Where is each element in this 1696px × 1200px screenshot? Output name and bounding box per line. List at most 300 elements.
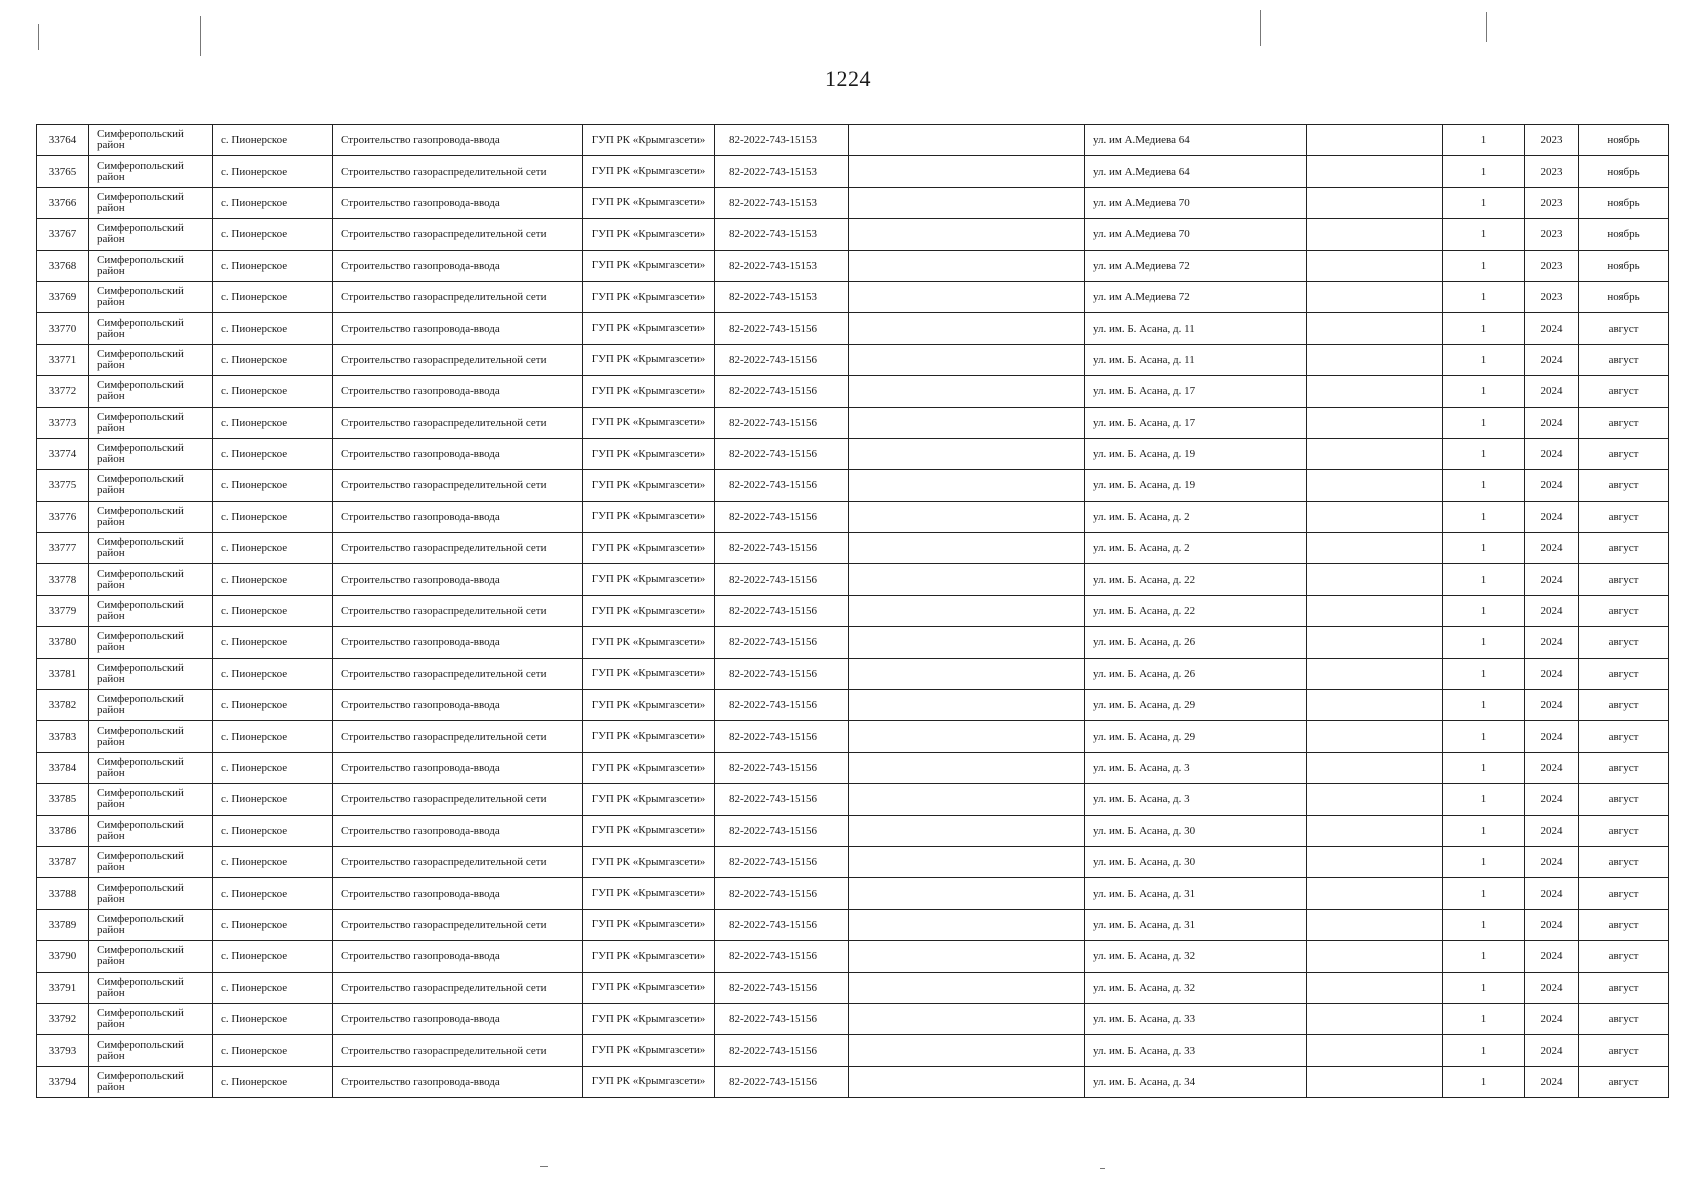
organization-cell: ГУП РК «Крымгазсети»	[583, 878, 715, 909]
address-cell: ул. им. Б. Асана, д. 17	[1085, 376, 1307, 407]
address-cell: ул. им. Б. Асана, д. 19	[1085, 438, 1307, 469]
table-row	[37, 909, 1669, 940]
address-cell: ул. им. Б. Асана, д. 3	[1085, 784, 1307, 815]
empty-cell	[849, 690, 1085, 721]
month-cell: август	[1579, 909, 1669, 940]
registry-number-cell: 82-2022-743-15156	[715, 344, 849, 375]
empty-cell	[1307, 1003, 1443, 1034]
work-type-cell: Строительство газораспределительной сети	[333, 595, 583, 626]
address-cell: ул. им А.Медиева 64	[1085, 156, 1307, 187]
empty-cell	[1307, 1066, 1443, 1097]
work-type-cell: Строительство газораспределительной сети	[333, 281, 583, 312]
empty-cell	[1307, 690, 1443, 721]
scan-speck	[540, 1166, 548, 1167]
registry-number-cell: 82-2022-743-15156	[715, 690, 849, 721]
empty-cell	[849, 658, 1085, 689]
empty-cell	[1307, 627, 1443, 658]
address-cell: ул. им. Б. Асана, д. 31	[1085, 878, 1307, 909]
month-cell: август	[1579, 815, 1669, 846]
table-row	[37, 752, 1669, 783]
quantity-cell: 1	[1443, 125, 1525, 156]
record-number: 33784	[37, 752, 89, 783]
year-cell: 2024	[1525, 595, 1579, 626]
village-cell: с. Пионерское	[213, 125, 333, 156]
table-row	[37, 721, 1669, 752]
year-cell: 2023	[1525, 250, 1579, 281]
district-cell: Симферопольский район	[89, 438, 213, 469]
village-cell: с. Пионерское	[213, 1066, 333, 1097]
record-number: 33764	[37, 125, 89, 156]
quantity-cell: 1	[1443, 815, 1525, 846]
village-cell: с. Пионерское	[213, 721, 333, 752]
scan-speck	[1260, 10, 1261, 46]
address-cell: ул. им. Б. Асана, д. 3	[1085, 752, 1307, 783]
table-row	[37, 313, 1669, 344]
quantity-cell: 1	[1443, 1003, 1525, 1034]
record-number: 33783	[37, 721, 89, 752]
year-cell: 2024	[1525, 784, 1579, 815]
quantity-cell: 1	[1443, 627, 1525, 658]
district-cell: Симферопольский район	[89, 1003, 213, 1034]
village-cell: с. Пионерское	[213, 972, 333, 1003]
registry-number-cell: 82-2022-743-15156	[715, 376, 849, 407]
scan-speck	[1100, 1168, 1105, 1169]
address-cell: ул. им. Б. Асана, д. 22	[1085, 595, 1307, 626]
empty-cell	[1307, 721, 1443, 752]
address-cell: ул. им. Б. Асана, д. 22	[1085, 564, 1307, 595]
village-cell: с. Пионерское	[213, 627, 333, 658]
quantity-cell: 1	[1443, 156, 1525, 187]
village-cell: с. Пионерское	[213, 846, 333, 877]
month-cell: август	[1579, 344, 1669, 375]
year-cell: 2024	[1525, 438, 1579, 469]
address-cell: ул. им А.Медиева 70	[1085, 187, 1307, 218]
work-type-cell: Строительство газораспределительной сети	[333, 658, 583, 689]
record-number: 33775	[37, 470, 89, 501]
month-cell: август	[1579, 1003, 1669, 1034]
village-cell: с. Пионерское	[213, 878, 333, 909]
organization-cell: ГУП РК «Крымгазсети»	[583, 501, 715, 532]
empty-cell	[1307, 250, 1443, 281]
district-cell: Симферопольский район	[89, 878, 213, 909]
work-type-cell: Строительство газораспределительной сети	[333, 533, 583, 564]
empty-cell	[849, 219, 1085, 250]
work-type-cell: Строительство газопровода-ввода	[333, 815, 583, 846]
record-number: 33787	[37, 846, 89, 877]
month-cell: ноябрь	[1579, 187, 1669, 218]
year-cell: 2024	[1525, 690, 1579, 721]
organization-cell: ГУП РК «Крымгазсети»	[583, 1003, 715, 1034]
month-cell: август	[1579, 972, 1669, 1003]
district-cell: Симферопольский район	[89, 658, 213, 689]
village-cell: с. Пионерское	[213, 1003, 333, 1034]
organization-cell: ГУП РК «Крымгазсети»	[583, 815, 715, 846]
village-cell: с. Пионерское	[213, 658, 333, 689]
record-number: 33768	[37, 250, 89, 281]
table-row	[37, 533, 1669, 564]
village-cell: с. Пионерское	[213, 690, 333, 721]
empty-cell	[849, 187, 1085, 218]
district-cell: Симферопольский район	[89, 219, 213, 250]
year-cell: 2024	[1525, 909, 1579, 940]
quantity-cell: 1	[1443, 784, 1525, 815]
record-number: 33790	[37, 941, 89, 972]
village-cell: с. Пионерское	[213, 909, 333, 940]
organization-cell: ГУП РК «Крымгазсети»	[583, 972, 715, 1003]
month-cell: август	[1579, 784, 1669, 815]
district-cell: Симферопольский район	[89, 281, 213, 312]
page-number: 1224	[825, 66, 871, 91]
registry-number-cell: 82-2022-743-15153	[715, 125, 849, 156]
month-cell: август	[1579, 438, 1669, 469]
registry-number-cell: 82-2022-743-15156	[715, 627, 849, 658]
quantity-cell: 1	[1443, 376, 1525, 407]
year-cell: 2024	[1525, 344, 1579, 375]
address-cell: ул. им А.Медиева 72	[1085, 250, 1307, 281]
work-type-cell: Строительство газопровода-ввода	[333, 250, 583, 281]
month-cell: август	[1579, 658, 1669, 689]
address-cell: ул. им. Б. Асана, д. 30	[1085, 846, 1307, 877]
empty-cell	[849, 972, 1085, 1003]
work-type-cell: Строительство газораспределительной сети	[333, 1035, 583, 1066]
quantity-cell: 1	[1443, 846, 1525, 877]
village-cell: с. Пионерское	[213, 281, 333, 312]
empty-cell	[1307, 344, 1443, 375]
empty-cell	[1307, 564, 1443, 595]
empty-cell	[1307, 187, 1443, 218]
year-cell: 2024	[1525, 501, 1579, 532]
quantity-cell: 1	[1443, 972, 1525, 1003]
work-type-cell: Строительство газопровода-ввода	[333, 125, 583, 156]
address-cell: ул. им. Б. Асана, д. 33	[1085, 1035, 1307, 1066]
organization-cell: ГУП РК «Крымгазсети»	[583, 533, 715, 564]
registry-number-cell: 82-2022-743-15153	[715, 281, 849, 312]
registry-number-cell: 82-2022-743-15156	[715, 313, 849, 344]
table-row	[37, 658, 1669, 689]
month-cell: август	[1579, 721, 1669, 752]
work-type-cell: Строительство газораспределительной сети	[333, 344, 583, 375]
district-cell: Симферопольский район	[89, 533, 213, 564]
district-cell: Симферопольский район	[89, 156, 213, 187]
district-cell: Симферопольский район	[89, 690, 213, 721]
organization-cell: ГУП РК «Крымгазсети»	[583, 595, 715, 626]
scan-speck	[200, 16, 201, 56]
work-type-cell: Строительство газопровода-ввода	[333, 941, 583, 972]
registry-number-cell: 82-2022-743-15156	[715, 407, 849, 438]
village-cell: с. Пионерское	[213, 501, 333, 532]
district-cell: Симферопольский район	[89, 721, 213, 752]
table-row	[37, 125, 1669, 156]
year-cell: 2024	[1525, 658, 1579, 689]
district-cell: Симферопольский район	[89, 501, 213, 532]
empty-cell	[849, 156, 1085, 187]
table-row	[37, 627, 1669, 658]
table-row	[37, 595, 1669, 626]
quantity-cell: 1	[1443, 595, 1525, 626]
address-cell: ул. им А.Медиева 64	[1085, 125, 1307, 156]
record-number: 33766	[37, 187, 89, 218]
record-number: 33773	[37, 407, 89, 438]
month-cell: август	[1579, 627, 1669, 658]
empty-cell	[849, 595, 1085, 626]
month-cell: август	[1579, 1035, 1669, 1066]
quantity-cell: 1	[1443, 1035, 1525, 1066]
village-cell: с. Пионерское	[213, 376, 333, 407]
empty-cell	[849, 281, 1085, 312]
work-type-cell: Строительство газопровода-ввода	[333, 1066, 583, 1097]
month-cell: август	[1579, 501, 1669, 532]
quantity-cell: 1	[1443, 313, 1525, 344]
year-cell: 2024	[1525, 941, 1579, 972]
quantity-cell: 1	[1443, 878, 1525, 909]
registry-number-cell: 82-2022-743-15153	[715, 219, 849, 250]
district-cell: Симферопольский район	[89, 564, 213, 595]
empty-cell	[849, 344, 1085, 375]
empty-cell	[1307, 784, 1443, 815]
year-cell: 2024	[1525, 313, 1579, 344]
quantity-cell: 1	[1443, 344, 1525, 375]
work-type-cell: Строительство газопровода-ввода	[333, 690, 583, 721]
quantity-cell: 1	[1443, 533, 1525, 564]
empty-cell	[849, 846, 1085, 877]
organization-cell: ГУП РК «Крымгазсети»	[583, 564, 715, 595]
table-row	[37, 815, 1669, 846]
empty-cell	[1307, 941, 1443, 972]
record-number: 33788	[37, 878, 89, 909]
district-cell: Симферопольский район	[89, 376, 213, 407]
record-number: 33767	[37, 219, 89, 250]
scan-speck	[1486, 12, 1487, 42]
empty-cell	[849, 438, 1085, 469]
village-cell: с. Пионерское	[213, 941, 333, 972]
village-cell: с. Пионерское	[213, 438, 333, 469]
organization-cell: ГУП РК «Крымгазсети»	[583, 1066, 715, 1097]
record-number: 33785	[37, 784, 89, 815]
year-cell: 2023	[1525, 125, 1579, 156]
work-type-cell: Строительство газопровода-ввода	[333, 376, 583, 407]
registry-number-cell: 82-2022-743-15153	[715, 250, 849, 281]
year-cell: 2023	[1525, 187, 1579, 218]
empty-cell	[849, 878, 1085, 909]
registry-number-cell: 82-2022-743-15156	[715, 878, 849, 909]
year-cell: 2024	[1525, 407, 1579, 438]
table-row	[37, 564, 1669, 595]
empty-cell	[849, 313, 1085, 344]
record-number: 33776	[37, 501, 89, 532]
address-cell: ул. им. Б. Асана, д. 32	[1085, 972, 1307, 1003]
year-cell: 2024	[1525, 533, 1579, 564]
empty-cell	[1307, 878, 1443, 909]
organization-cell: ГУП РК «Крымгазсети»	[583, 784, 715, 815]
address-cell: ул. им. Б. Асана, д. 11	[1085, 313, 1307, 344]
record-number: 33772	[37, 376, 89, 407]
year-cell: 2024	[1525, 752, 1579, 783]
empty-cell	[849, 470, 1085, 501]
table-row	[37, 407, 1669, 438]
organization-cell: ГУП РК «Крымгазсети»	[583, 281, 715, 312]
district-cell: Симферопольский район	[89, 941, 213, 972]
table-row	[37, 219, 1669, 250]
district-cell: Симферопольский район	[89, 752, 213, 783]
work-type-cell: Строительство газопровода-ввода	[333, 501, 583, 532]
work-type-cell: Строительство газораспределительной сети	[333, 909, 583, 940]
village-cell: с. Пионерское	[213, 595, 333, 626]
gasification-register-table	[36, 124, 1669, 1098]
work-type-cell: Строительство газораспределительной сети	[333, 156, 583, 187]
district-cell: Симферопольский район	[89, 784, 213, 815]
table-row	[37, 438, 1669, 469]
month-cell: ноябрь	[1579, 281, 1669, 312]
organization-cell: ГУП РК «Крымгазсети»	[583, 313, 715, 344]
registry-number-cell: 82-2022-743-15156	[715, 972, 849, 1003]
organization-cell: ГУП РК «Крымгазсети»	[583, 846, 715, 877]
table-row	[37, 1003, 1669, 1034]
village-cell: с. Пионерское	[213, 784, 333, 815]
registry-number-cell: 82-2022-743-15156	[715, 815, 849, 846]
empty-cell	[1307, 281, 1443, 312]
work-type-cell: Строительство газораспределительной сети	[333, 972, 583, 1003]
empty-cell	[1307, 846, 1443, 877]
village-cell: с. Пионерское	[213, 187, 333, 218]
empty-cell	[849, 376, 1085, 407]
district-cell: Симферопольский район	[89, 909, 213, 940]
village-cell: с. Пионерское	[213, 344, 333, 375]
registry-number-cell: 82-2022-743-15156	[715, 438, 849, 469]
month-cell: август	[1579, 878, 1669, 909]
table-row	[37, 376, 1669, 407]
record-number: 33771	[37, 344, 89, 375]
empty-cell	[1307, 407, 1443, 438]
address-cell: ул. им. Б. Асана, д. 31	[1085, 909, 1307, 940]
empty-cell	[849, 1035, 1085, 1066]
year-cell: 2024	[1525, 815, 1579, 846]
record-number: 33791	[37, 972, 89, 1003]
address-cell: ул. им. Б. Асана, д. 34	[1085, 1066, 1307, 1097]
table-row	[37, 784, 1669, 815]
year-cell: 2024	[1525, 878, 1579, 909]
empty-cell	[849, 407, 1085, 438]
month-cell: август	[1579, 752, 1669, 783]
address-cell: ул. им. Б. Асана, д. 19	[1085, 470, 1307, 501]
month-cell: август	[1579, 564, 1669, 595]
quantity-cell: 1	[1443, 250, 1525, 281]
address-cell: ул. им А.Медиева 72	[1085, 281, 1307, 312]
table-row	[37, 470, 1669, 501]
quantity-cell: 1	[1443, 721, 1525, 752]
table-row	[37, 846, 1669, 877]
empty-cell	[849, 815, 1085, 846]
quantity-cell: 1	[1443, 564, 1525, 595]
address-cell: ул. им. Б. Асана, д. 29	[1085, 721, 1307, 752]
organization-cell: ГУП РК «Крымгазсети»	[583, 187, 715, 218]
district-cell: Симферопольский район	[89, 846, 213, 877]
work-type-cell: Строительство газораспределительной сети	[333, 470, 583, 501]
work-type-cell: Строительство газопровода-ввода	[333, 187, 583, 218]
month-cell: август	[1579, 595, 1669, 626]
work-type-cell: Строительство газопровода-ввода	[333, 1003, 583, 1034]
record-number: 33794	[37, 1066, 89, 1097]
organization-cell: ГУП РК «Крымгазсети»	[583, 752, 715, 783]
month-cell: ноябрь	[1579, 250, 1669, 281]
record-number: 33777	[37, 533, 89, 564]
work-type-cell: Строительство газопровода-ввода	[333, 627, 583, 658]
empty-cell	[849, 721, 1085, 752]
district-cell: Симферопольский район	[89, 815, 213, 846]
empty-cell	[1307, 219, 1443, 250]
district-cell: Симферопольский район	[89, 187, 213, 218]
scan-speck	[38, 24, 39, 50]
empty-cell	[849, 501, 1085, 532]
empty-cell	[849, 784, 1085, 815]
record-number: 33782	[37, 690, 89, 721]
organization-cell: ГУП РК «Крымгазсети»	[583, 438, 715, 469]
quantity-cell: 1	[1443, 438, 1525, 469]
year-cell: 2024	[1525, 972, 1579, 1003]
district-cell: Симферопольский район	[89, 470, 213, 501]
month-cell: август	[1579, 941, 1669, 972]
year-cell: 2024	[1525, 564, 1579, 595]
empty-cell	[1307, 501, 1443, 532]
empty-cell	[1307, 313, 1443, 344]
record-number: 33792	[37, 1003, 89, 1034]
record-number: 33781	[37, 658, 89, 689]
record-number: 33779	[37, 595, 89, 626]
registry-number-cell: 82-2022-743-15156	[715, 1066, 849, 1097]
empty-cell	[1307, 815, 1443, 846]
register-body	[37, 125, 1669, 1098]
organization-cell: ГУП РК «Крымгазсети»	[583, 219, 715, 250]
village-cell: с. Пионерское	[213, 470, 333, 501]
empty-cell	[849, 752, 1085, 783]
registry-number-cell: 82-2022-743-15156	[715, 501, 849, 532]
district-cell: Симферопольский район	[89, 407, 213, 438]
table-row	[37, 972, 1669, 1003]
table-row	[37, 941, 1669, 972]
organization-cell: ГУП РК «Крымгазсети»	[583, 376, 715, 407]
district-cell: Симферопольский район	[89, 125, 213, 156]
work-type-cell: Строительство газопровода-ввода	[333, 313, 583, 344]
organization-cell: ГУП РК «Крымгазсети»	[583, 658, 715, 689]
year-cell: 2023	[1525, 281, 1579, 312]
organization-cell: ГУП РК «Крымгазсети»	[583, 941, 715, 972]
work-type-cell: Строительство газораспределительной сети	[333, 784, 583, 815]
table-row	[37, 344, 1669, 375]
work-type-cell: Строительство газопровода-ввода	[333, 564, 583, 595]
year-cell: 2024	[1525, 846, 1579, 877]
month-cell: ноябрь	[1579, 219, 1669, 250]
table-row	[37, 156, 1669, 187]
organization-cell: ГУП РК «Крымгазсети»	[583, 344, 715, 375]
year-cell: 2023	[1525, 219, 1579, 250]
quantity-cell: 1	[1443, 909, 1525, 940]
record-number: 33789	[37, 909, 89, 940]
registry-number-cell: 82-2022-743-15156	[715, 1035, 849, 1066]
registry-number-cell: 82-2022-743-15156	[715, 564, 849, 595]
address-cell: ул. им. Б. Асана, д. 11	[1085, 344, 1307, 375]
empty-cell	[849, 125, 1085, 156]
address-cell: ул. им. Б. Асана, д. 26	[1085, 627, 1307, 658]
organization-cell: ГУП РК «Крымгазсети»	[583, 690, 715, 721]
address-cell: ул. им. Б. Асана, д. 29	[1085, 690, 1307, 721]
registry-number-cell: 82-2022-743-15156	[715, 595, 849, 626]
village-cell: с. Пионерское	[213, 250, 333, 281]
district-cell: Симферопольский район	[89, 250, 213, 281]
organization-cell: ГУП РК «Крымгазсети»	[583, 125, 715, 156]
address-cell: ул. им. Б. Асана, д. 30	[1085, 815, 1307, 846]
quantity-cell: 1	[1443, 501, 1525, 532]
district-cell: Симферопольский район	[89, 313, 213, 344]
registry-number-cell: 82-2022-743-15156	[715, 658, 849, 689]
